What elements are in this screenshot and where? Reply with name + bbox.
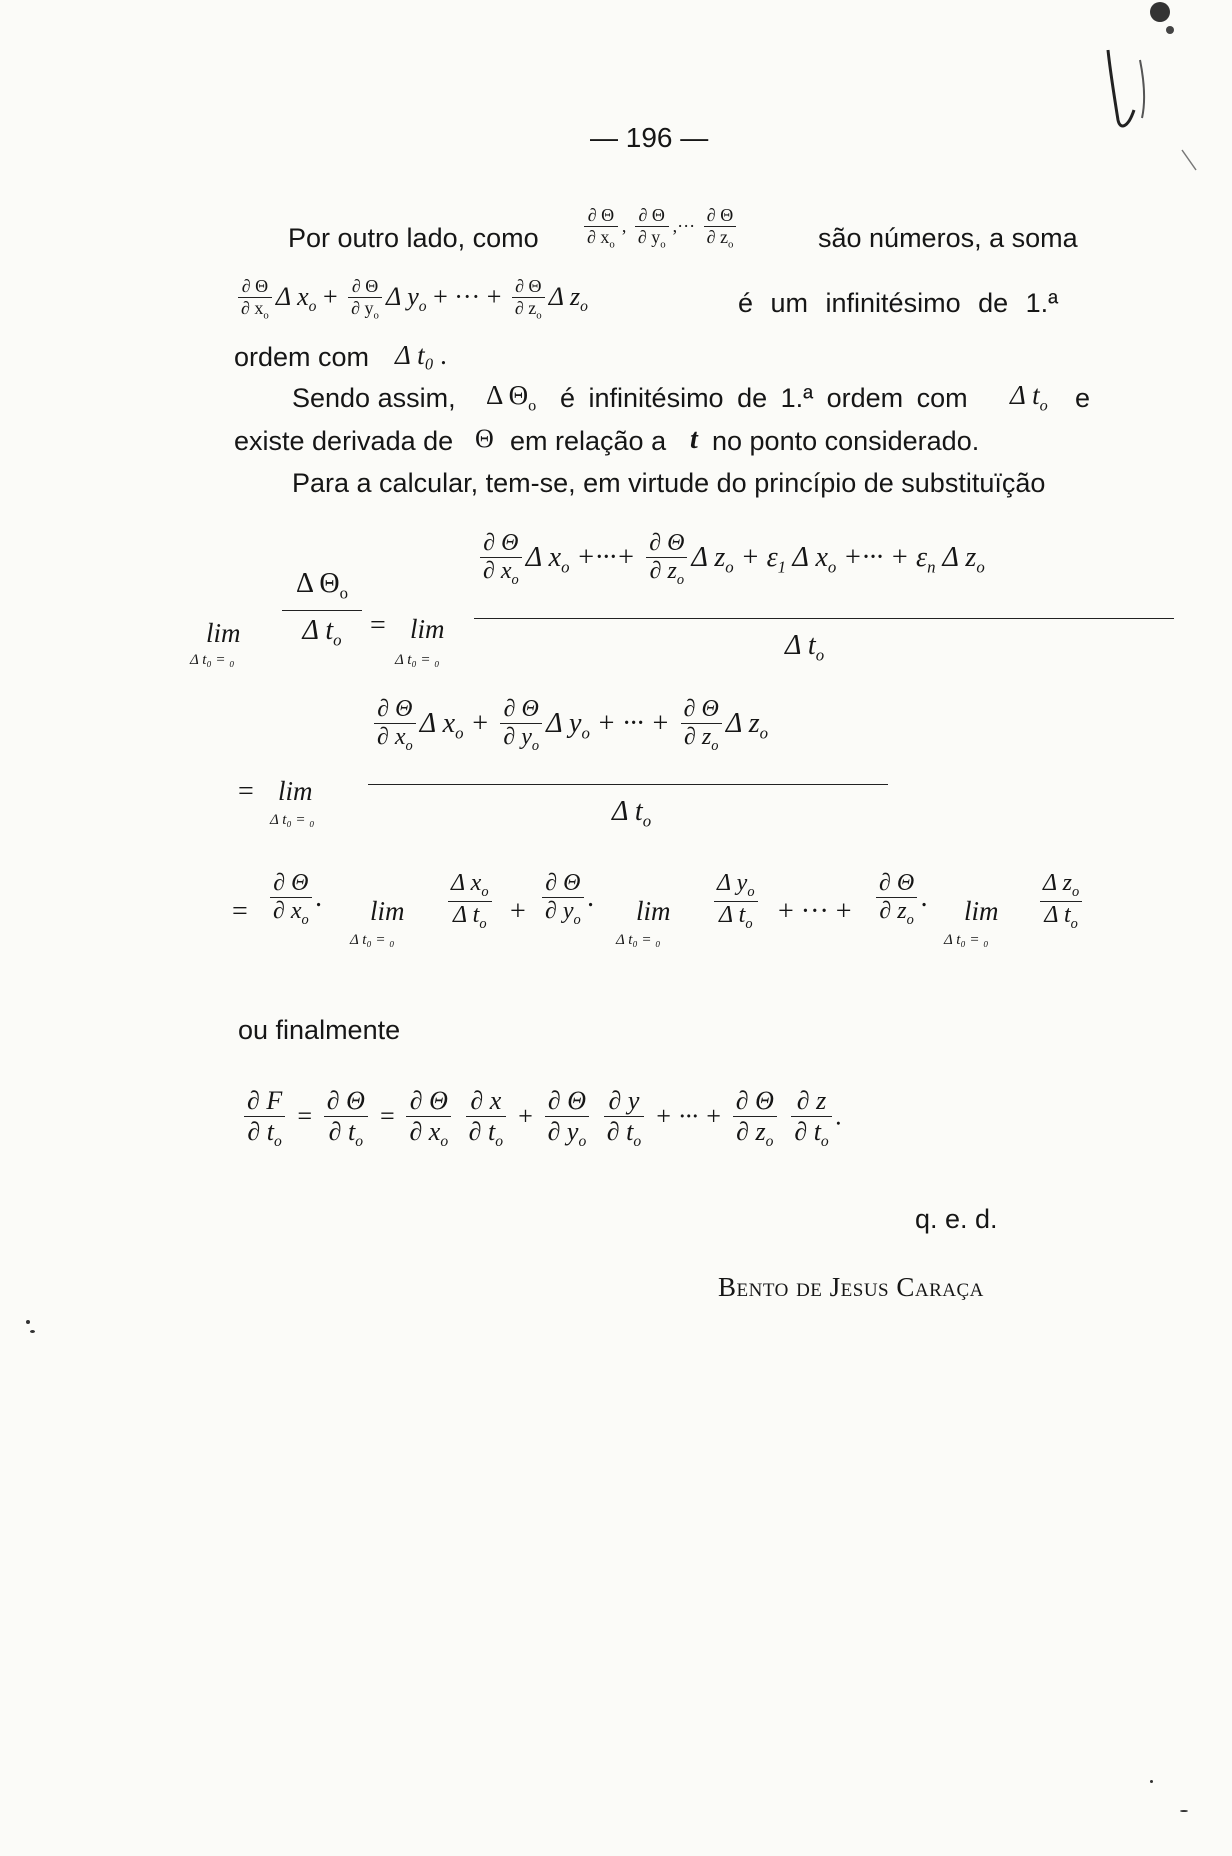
para2-t: t: [690, 424, 698, 455]
eq3-lim-3-sub: Δ t₀ = ₀: [944, 932, 989, 948]
ou-finalmente: ou finalmente: [238, 1015, 401, 1045]
equation-3: = $\frac{\partial \Theta}{\partial x_o}$ . lim Δ t₀ = ₀ $\frac{\Delta x_o}{\Delta t_o}$ + $\frac{\partial \Theta}{\partial y_o}$ . lim Δ t₀ = ₀ $\frac{\Delta y_o}{\Delta t_o}$ + ··· + $\frac{\partial \Theta}{\partial z_o}$ . lim Δ t₀ = ₀ $\frac{\Delta z_o}{\Delta t_o}$: [232, 860, 1132, 970]
eq2-lim: lim: [278, 776, 313, 806]
para2-delta-t: Δ $t_o$: [1010, 380, 1048, 415]
para2-line2-c: no ponto considerado.: [712, 426, 980, 456]
para2-line2-b: em relação a: [510, 426, 667, 456]
margin-mark-top-right: [1100, 0, 1232, 180]
para2-theta: Θ: [475, 424, 494, 453]
qed: q. e. d.: [915, 1204, 998, 1234]
eq3-lim-2-sub: Δ t₀ = ₀: [616, 932, 661, 948]
eq3-lim-1-sub: Δ t₀ = ₀: [350, 932, 395, 948]
para1-before: Por outro lado, como: [288, 223, 539, 253]
para1-after: são números, a soma: [818, 223, 1078, 253]
page-number: — 196 —: [590, 122, 709, 153]
para1-line2-after: é um infinitésimo de 1.ª: [738, 288, 1059, 318]
para2-line1-a: Sendo assim,: [292, 383, 456, 413]
author-signature: Bento de Jesus Caraça: [718, 1272, 984, 1302]
para1-line3-term: Δ t₀ .: [395, 340, 448, 370]
eq1-numerator: $\frac{\partial \Theta}{\partial x_o}$ Δ $x_o$ +···+ $\frac{\partial \Theta}{\partial z_o}$ Δ $z_o + \varepsilon_1$ Δ $x_o$ +··· + $\varepsilon_n$ Δ $z_o$: [476, 530, 985, 589]
para3: Para a calcular, tem-se, em virtude do princípio de substituïção: [292, 468, 1046, 498]
para2-line1-b: é infinitésimo de 1.ª ordem com: [560, 383, 968, 413]
eq1-lim-left-sub: Δ t₀ = ₀: [190, 652, 235, 668]
eq3-lim-1: lim: [370, 896, 405, 926]
eq1-lim-left: lim: [206, 618, 241, 648]
eq2-lim-sub: Δ t₀ = ₀: [270, 812, 315, 828]
para1-sum-expression: $\frac{\partial \Theta}{\partial x_o}$ Δ $x_o$ + $\frac{\partial \Theta}{\partial y_o}$ Δ $y_o$ + ··· + $\frac{\partial \Theta}{\partial z_o}$ Δ $z_o$: [234, 276, 588, 322]
eq2-numerator: $\frac{\partial \Theta}{\partial x_o}$ Δ $x_o$ + $\frac{\partial \Theta}{\partial y_o}$ Δ $y_o$ + ··· + $\frac{\partial \Theta}{\partial z_o}$ Δ $z_o$: [370, 696, 768, 755]
eq1-lim-right-sub: Δ t₀ = ₀: [395, 652, 440, 668]
final-equation: $\frac{\partial F}{\partial t_o}$ = $\frac{\partial \Theta}{\partial t_o}$ = $\frac{\partial \Theta}{\partial x_o}$ $\frac{\partial x}{\partial t_o}$ + $\frac{\partial \Theta}{\partial y_o}$ $\frac{\partial y}{\partial t_o}$ + ··· + $\frac{\partial \Theta}{\partial z_o}$ $\frac{\partial z}{\partial t_o}$ .: [240, 1086, 842, 1151]
para2-line2-a: existe derivada de: [234, 426, 454, 456]
eq1-lim-right: lim: [410, 614, 445, 644]
speck: [26, 1320, 30, 1324]
eq3-lim-3: lim: [964, 896, 999, 926]
para2-line1-c: e: [1075, 383, 1091, 413]
para1-fractions: $\frac{\partial \Theta}{\partial x_o}$ , $\frac{\partial \Theta}{\partial y_o}$ ,··· $\frac{\partial \Theta}{\partial z_o}$: [580, 205, 740, 251]
speck: [1150, 1780, 1153, 1783]
para1-line3-before: ordem com: [234, 342, 370, 372]
eq3-lim-2: lim: [636, 896, 671, 926]
para2-delta-theta: Δ $\Theta_o$: [486, 380, 537, 415]
equation-1: lim Δ t₀ = ₀ Δ $\Theta_o$ Δ $t_o$ = lim Δ t₀ = ₀ $\frac{\partial \Theta}{\partial x_o}$ Δ $x_o$ +···+ $\frac{\partial \Theta}{\partial z_o}$ Δ $z_o + \varepsilon_1$ Δ $x_o$ +··· + $\varepsilon_n$ Δ $z_o$ Δ $t_o$: [190, 530, 1190, 690]
speck: [1180, 1810, 1188, 1812]
equation-2: = lim Δ t₀ = ₀ $\frac{\partial \Theta}{\partial x_o}$ Δ $x_o$ + $\frac{\partial \Theta}{\partial y_o}$ Δ $y_o$ + ··· + $\frac{\partial \Theta}{\partial z_o}$ Δ $z_o$ Δ $t_o$: [230, 696, 1030, 836]
speck: [30, 1330, 35, 1333]
